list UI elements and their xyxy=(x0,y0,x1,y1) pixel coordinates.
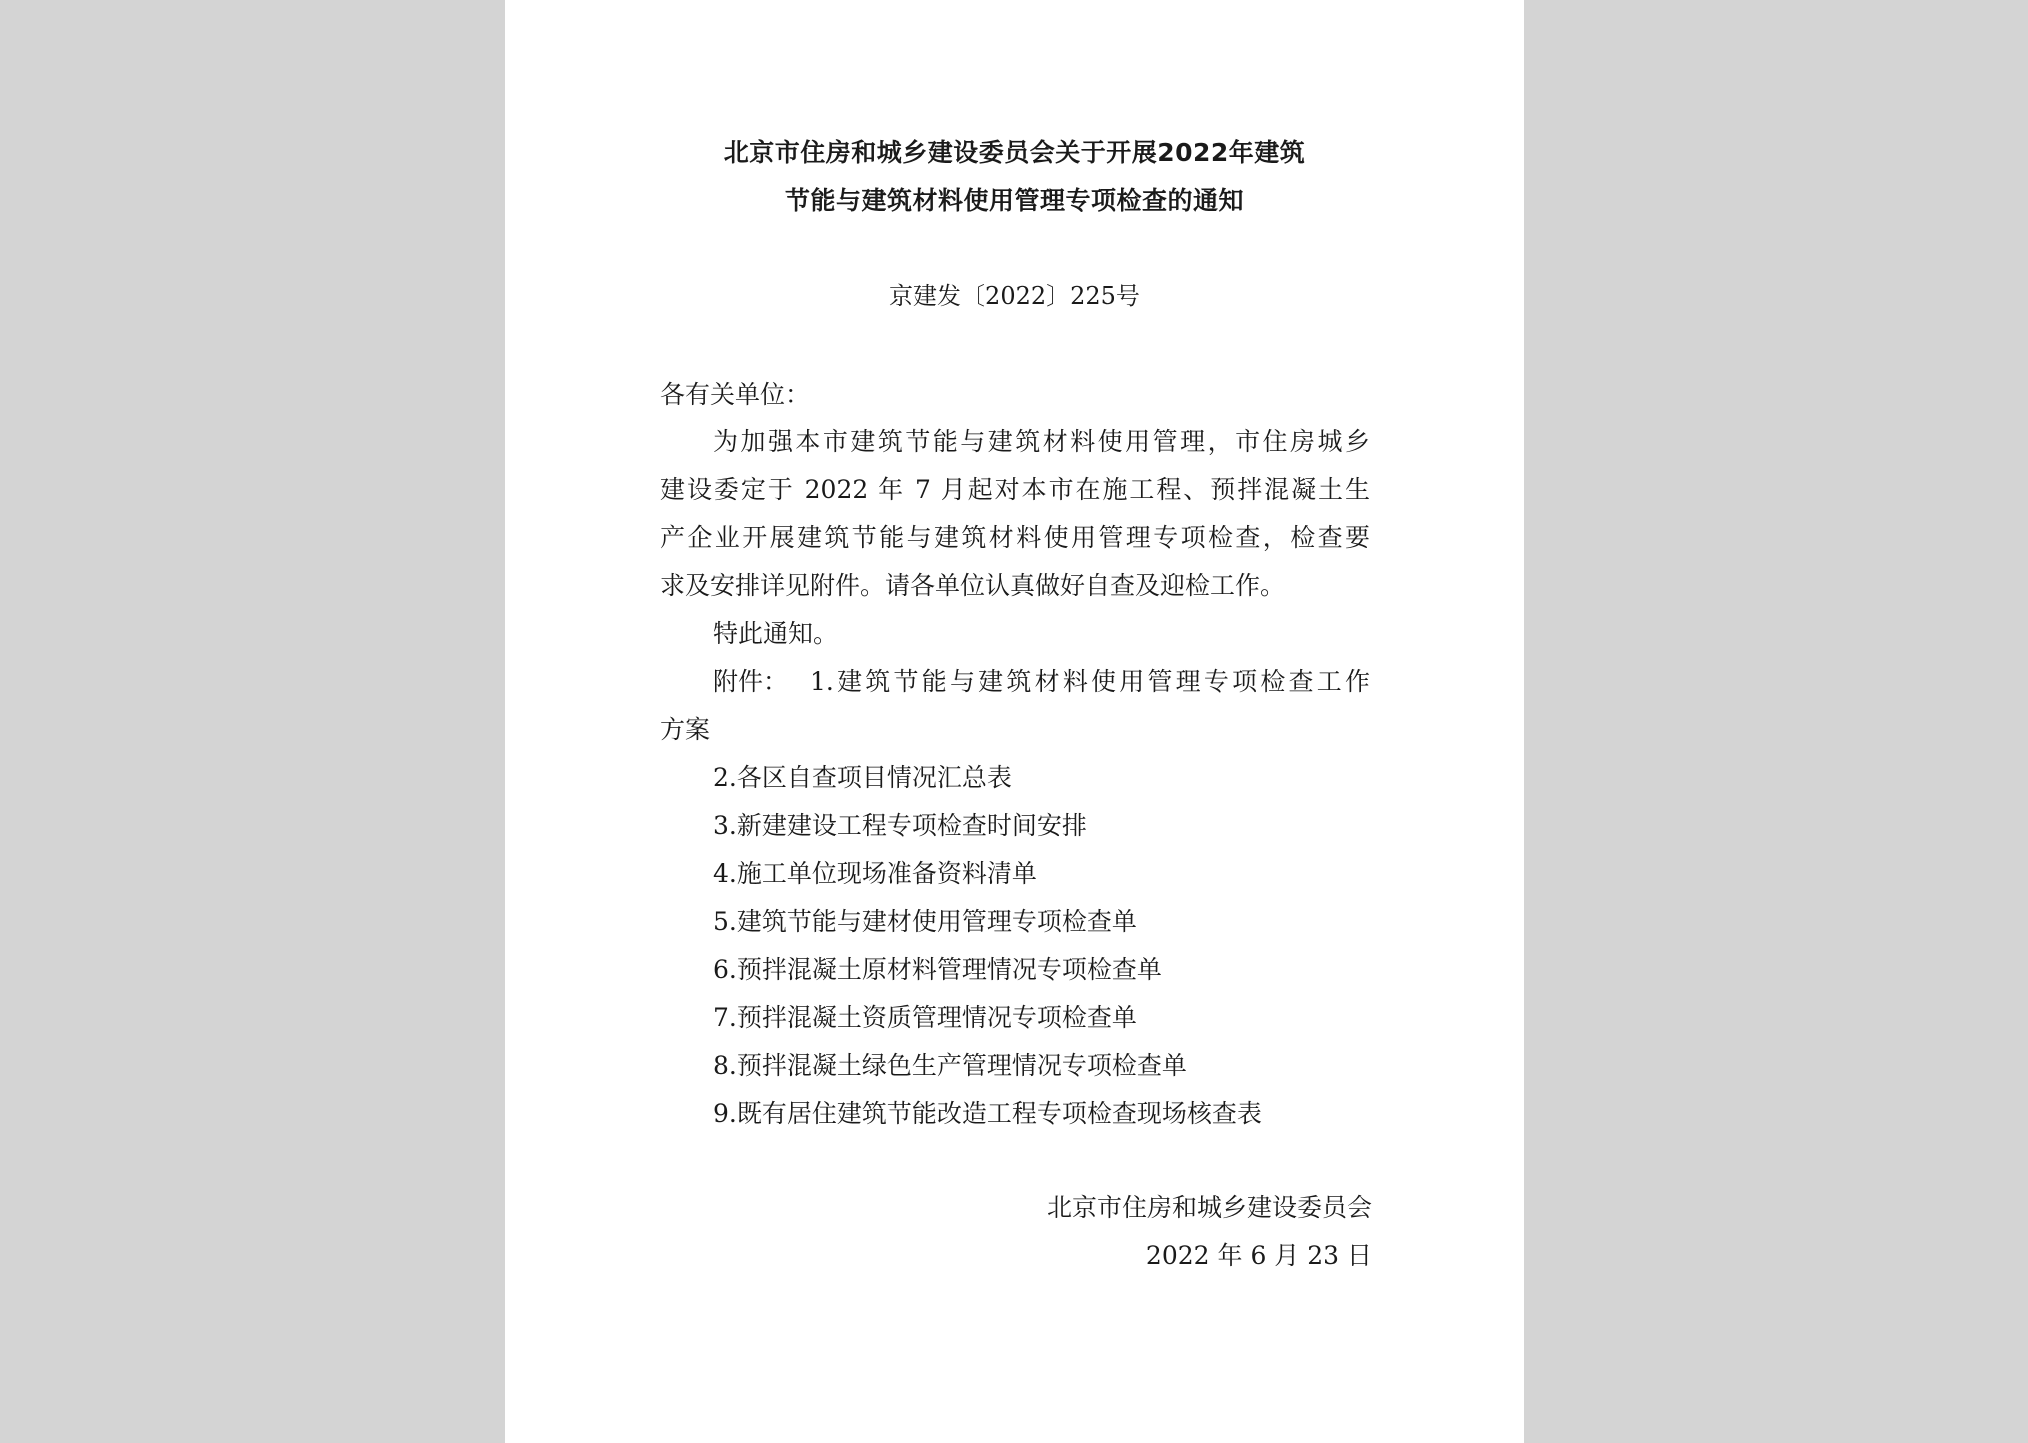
attachment-item-2: 2.各区自查项目情况汇总表 xyxy=(713,763,1012,792)
body-line-4: 求及安排详见附件。请各单位认真做好自查及迎检工作。 xyxy=(660,571,1286,600)
body-line-1: 为加强本市建筑节能与建筑材料使用管理，市住房城乡 xyxy=(713,427,1370,456)
attachment-item-1-cont: 方案 xyxy=(660,715,711,744)
body-line-2: 建设委定于 2022 年 7 月起对本市在施工程、预拌混凝土生 xyxy=(660,475,1370,504)
salutation: 各有关单位： xyxy=(660,380,811,409)
attachment-item-3: 3.新建建设工程专项检查时间安排 xyxy=(713,811,1087,840)
body-line-3: 产企业开展建筑节能与建筑材料使用管理专项检查，检查要 xyxy=(660,523,1370,552)
attachment-item-8: 8.预拌混凝土绿色生产管理情况专项检查单 xyxy=(713,1051,1187,1080)
document-number: 京建发〔2022〕225号 xyxy=(889,282,1140,310)
closing-text: 特此通知。 xyxy=(713,619,839,648)
attachment-item-9: 9.既有居住建筑节能改造工程专项检查现场核查表 xyxy=(713,1099,1262,1128)
document-page xyxy=(505,0,1524,1443)
attachment-item-7: 7.预拌混凝土资质管理情况专项检查单 xyxy=(713,1003,1137,1032)
issue-date: 2022 年 6 月 23 日 xyxy=(1145,1241,1372,1270)
title-line-2: 节能与建筑材料使用管理专项检查的通知 xyxy=(784,186,1244,215)
attachment-item-1: 1.建筑节能与建筑材料使用管理专项检查工作 xyxy=(810,667,1370,696)
attachment-item-5: 5.建筑节能与建材使用管理专项检查单 xyxy=(713,907,1137,936)
attachment-label: 附件： xyxy=(713,667,789,696)
issuer-signature: 北京市住房和城乡建设委员会 xyxy=(1046,1193,1372,1222)
title-line-1: 北京市住房和城乡建设委员会关于开展2022年建筑 xyxy=(723,138,1306,167)
attachment-item-4: 4.施工单位现场准备资料清单 xyxy=(713,859,1037,888)
attachment-item-6: 6.预拌混凝土原材料管理情况专项检查单 xyxy=(713,955,1162,984)
